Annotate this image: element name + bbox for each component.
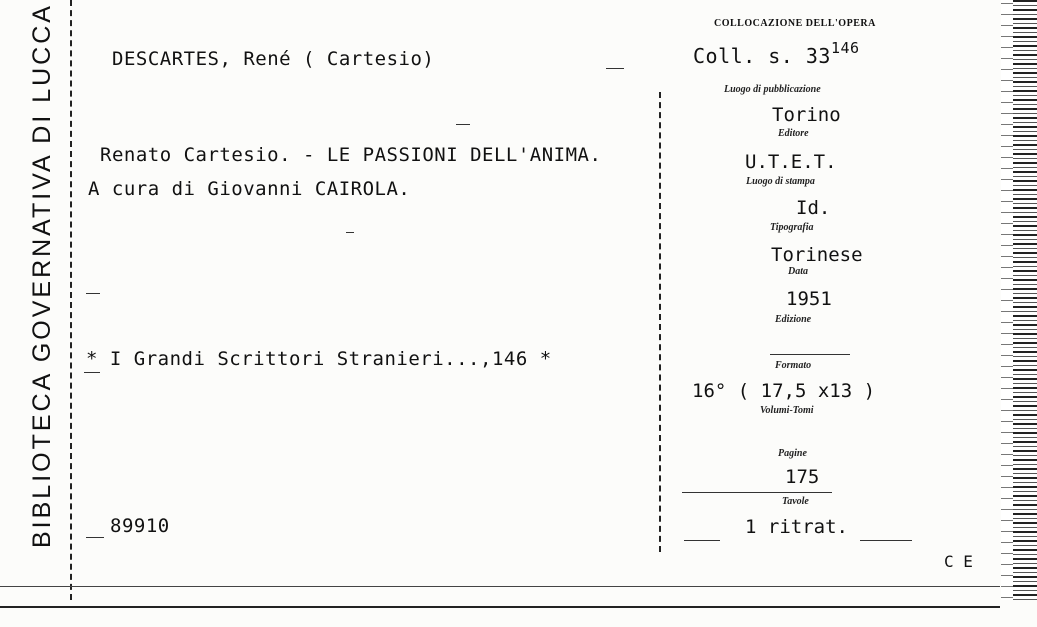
corner-mark: C E: [944, 552, 973, 571]
label-pagine: Pagine: [778, 448, 807, 459]
sidebar-rule-3: [684, 540, 720, 541]
sidebar-rule-4: [860, 540, 912, 541]
value-luogo-pubblicazione: Torino: [772, 104, 841, 126]
inventory-number: 89910: [110, 515, 170, 537]
value-pagine: 175: [785, 466, 820, 488]
label-tavole: Tavole: [782, 496, 809, 507]
author-heading: DESCARTES, René ( Cartesio): [112, 48, 435, 70]
label-tipografia: Tipografia: [770, 222, 814, 233]
series-rule: [84, 372, 100, 373]
shelfmark: [693, 39, 860, 68]
title-dash-3: [86, 293, 100, 294]
bottom-edge-line-1: [0, 586, 1000, 587]
label-luogo-stampa: Luogo di stampa: [746, 176, 815, 187]
collocation-label: COLLOCAZIONE DELL'OPERA: [714, 18, 876, 29]
series-close-mark: *: [527, 348, 552, 370]
left-margin-rule: [70, 0, 72, 600]
label-editore: Editore: [778, 128, 809, 139]
title-line-1: Renato Cartesio. - LE PASSIONI DELL'ANIMA.: [100, 144, 602, 166]
sidebar-divider: [659, 92, 661, 552]
shelfmark-superscript: 146: [830, 39, 860, 57]
series-open-mark: *: [86, 348, 110, 370]
series-text: I Grandi Scrittori Stranieri...,146: [109, 348, 528, 370]
bottom-edge-line-2: [0, 606, 1000, 608]
value-data: 1951: [786, 288, 832, 310]
title-line-2: A cura di Giovanni CAIROLA.: [88, 178, 411, 200]
shelfmark-text: Coll. s. 33: [693, 44, 831, 68]
label-luogo-pubblicazione: Luogo di pubblicazione: [724, 84, 821, 95]
value-tipografia: Torinese: [771, 244, 863, 266]
value-tavole: 1 ritrat.: [745, 516, 848, 538]
sidebar-rule-1: [770, 354, 850, 355]
value-editore: U.T.E.T.: [745, 151, 837, 173]
label-edizione: Edizione: [775, 314, 812, 325]
value-luogo-stampa: Id.: [796, 197, 831, 219]
label-formato: Formato: [775, 360, 812, 371]
scan-edge-shadow: [1001, 0, 1013, 600]
value-formato: 16° ( 17,5 x13 ): [692, 380, 876, 402]
series-statement: [86, 348, 552, 370]
inventory-rule: [86, 537, 104, 538]
label-data: Data: [788, 266, 808, 277]
label-volumi: Volumi-Tomi: [760, 405, 814, 416]
author-rule: [606, 68, 624, 69]
title-rule: [456, 124, 470, 125]
scan-edge: [1013, 0, 1037, 600]
sidebar-rule-2: [682, 492, 832, 493]
title-dash-2: [346, 232, 354, 233]
library-name: BIBLIOTECA GOVERNATIVA DI LUCCA: [28, 3, 56, 548]
